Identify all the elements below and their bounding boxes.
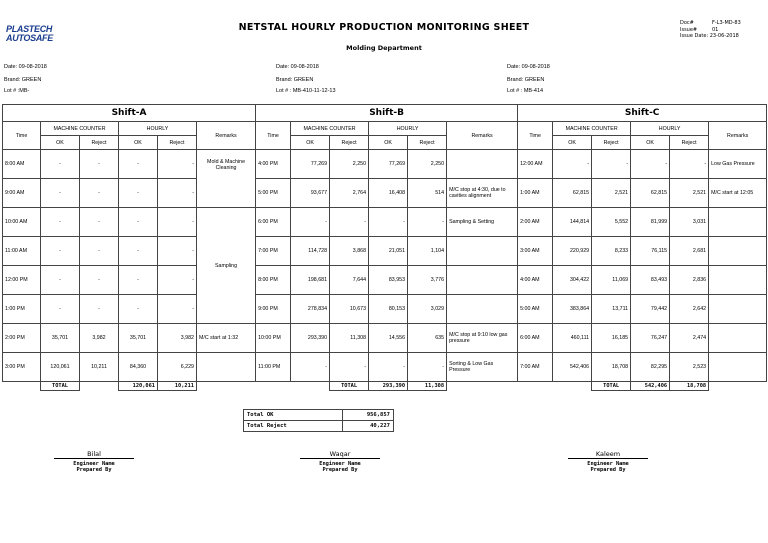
remarks-c bbox=[709, 295, 767, 324]
remarks-b: Sampling & Setting bbox=[447, 208, 518, 237]
time-a: 9:00 AM bbox=[3, 179, 41, 208]
document-info bbox=[680, 20, 741, 40]
engineer-label-a: Engineer Name bbox=[73, 461, 115, 467]
total-label-c: TOTAL bbox=[592, 382, 631, 391]
machine-reject-a: - bbox=[80, 266, 119, 295]
machine-reject-b: 7,644 bbox=[330, 266, 369, 295]
logo-line1: PLASTECH bbox=[6, 24, 53, 34]
machine-ok-a: - bbox=[41, 208, 80, 237]
col-remarks-c: Remarks bbox=[709, 122, 767, 150]
hourly-reject-c: 2,521 bbox=[670, 179, 709, 208]
remarks-a: Sampling bbox=[197, 208, 256, 324]
col-ok: OK bbox=[41, 136, 80, 150]
hourly-ok-a: - bbox=[119, 179, 158, 208]
remarks-b: Sorting & Low Gas Pressure bbox=[447, 353, 518, 382]
machine-ok-c: - bbox=[553, 150, 592, 179]
hourly-ok-b: 80,153 bbox=[369, 295, 408, 324]
machine-reject-c: 5,552 bbox=[592, 208, 631, 237]
total-b-ok: 293,390 bbox=[369, 382, 408, 391]
hourly-reject-b: 3,029 bbox=[408, 295, 447, 324]
machine-ok-c: 542,406 bbox=[553, 353, 592, 382]
meta-c-lot: Lot # : MB-414 bbox=[507, 88, 544, 94]
prepared-by-c: Prepared By bbox=[590, 467, 626, 473]
time-a: 12:00 PM bbox=[3, 266, 41, 295]
total-label-a: TOTAL bbox=[41, 382, 80, 391]
machine-reject-c: 16,185 bbox=[592, 324, 631, 353]
time-a: 11:00 AM bbox=[3, 237, 41, 266]
time-c: 6:00 AM bbox=[518, 324, 553, 353]
machine-ok-b: 278,834 bbox=[291, 295, 330, 324]
remarks-b bbox=[447, 150, 518, 179]
table-row bbox=[3, 353, 767, 382]
issue-date-value: 23-06-2018 bbox=[709, 33, 739, 39]
machine-reject-c: - bbox=[592, 150, 631, 179]
table-row bbox=[3, 295, 767, 324]
remarks-c bbox=[709, 208, 767, 237]
table-row bbox=[3, 150, 767, 179]
time-c: 12:00 AM bbox=[518, 150, 553, 179]
meta-a-date: Date: 09-08-2018 bbox=[4, 64, 47, 70]
meta-b-brand: Brand: GREEN bbox=[276, 77, 314, 83]
remarks-c: M/C start at 12:05 bbox=[709, 179, 767, 208]
col-ok: OK bbox=[291, 136, 330, 150]
col-ok: OK bbox=[631, 136, 670, 150]
hourly-ok-b: 14,556 bbox=[369, 324, 408, 353]
remarks-b bbox=[447, 295, 518, 324]
hourly-reject-c: 2,836 bbox=[670, 266, 709, 295]
machine-ok-b: 77,269 bbox=[291, 150, 330, 179]
machine-ok-a: - bbox=[41, 179, 80, 208]
hourly-reject-b: 3,776 bbox=[408, 266, 447, 295]
remarks-b: M/C stop at 4:30, due to cavities alignment bbox=[447, 179, 518, 208]
hourly-ok-a: - bbox=[119, 266, 158, 295]
hourly-reject-a: - bbox=[158, 266, 197, 295]
time-b: 5:00 PM bbox=[256, 179, 291, 208]
machine-ok-c: 304,422 bbox=[553, 266, 592, 295]
total-reject-label: Total Reject bbox=[244, 421, 343, 432]
engineer-label-b: Engineer Name bbox=[319, 461, 361, 467]
hourly-ok-c: - bbox=[631, 150, 670, 179]
hourly-ok-c: 81,999 bbox=[631, 208, 670, 237]
time-b: 6:00 PM bbox=[256, 208, 291, 237]
machine-reject-a: - bbox=[80, 208, 119, 237]
total-reject-value: 40,227 bbox=[343, 421, 394, 432]
hourly-ok-c: 79,442 bbox=[631, 295, 670, 324]
hourly-ok-a: - bbox=[119, 150, 158, 179]
time-c: 1:00 AM bbox=[518, 179, 553, 208]
hourly-reject-b: 514 bbox=[408, 179, 447, 208]
shift-a-title: Shift-A bbox=[3, 105, 256, 122]
total-ok-value: 956,857 bbox=[343, 410, 394, 421]
meta-c-date: Date: 09-08-2018 bbox=[507, 64, 550, 70]
remarks-a: Mold & Machine Cleaning bbox=[197, 150, 256, 208]
time-c: 4:00 AM bbox=[518, 266, 553, 295]
machine-ok-c: 460,111 bbox=[553, 324, 592, 353]
machine-reject-b: 2,764 bbox=[330, 179, 369, 208]
machine-ok-a: 120,061 bbox=[41, 353, 80, 382]
remarks-a bbox=[197, 353, 256, 382]
machine-reject-b: 3,868 bbox=[330, 237, 369, 266]
time-b: 8:00 PM bbox=[256, 266, 291, 295]
col-machine-c: MACHINE COUNTER bbox=[553, 122, 631, 136]
hourly-reject-b: - bbox=[408, 353, 447, 382]
time-c: 5:00 AM bbox=[518, 295, 553, 324]
hourly-ok-a: 84,360 bbox=[119, 353, 158, 382]
issue-value: 01 bbox=[712, 26, 719, 33]
meta-c-brand: Brand: GREEN bbox=[507, 77, 545, 83]
col-machine-b: MACHINE COUNTER bbox=[291, 122, 369, 136]
time-a: 3:00 PM bbox=[3, 353, 41, 382]
table-body bbox=[3, 150, 767, 382]
prepared-by-b: Prepared By bbox=[322, 467, 358, 473]
machine-reject-a: 3,982 bbox=[80, 324, 119, 353]
remarks-a: M/C start at 1:32 bbox=[197, 324, 256, 353]
machine-ok-c: 144,814 bbox=[553, 208, 592, 237]
machine-reject-c: 18,708 bbox=[592, 353, 631, 382]
hourly-ok-b: 21,051 bbox=[369, 237, 408, 266]
machine-reject-a: 10,211 bbox=[80, 353, 119, 382]
shift-c-title: Shift-C bbox=[518, 105, 767, 122]
hourly-reject-a: 3,982 bbox=[158, 324, 197, 353]
issue-date-label: Issue Date: bbox=[680, 33, 709, 39]
machine-reject-a: - bbox=[80, 295, 119, 324]
col-remarks-b: Remarks bbox=[447, 122, 518, 150]
doc-value: F-L3-MD-83 bbox=[712, 20, 741, 26]
time-b: 4:00 PM bbox=[256, 150, 291, 179]
hourly-ok-a: - bbox=[119, 295, 158, 324]
department: Molding Department bbox=[346, 44, 422, 52]
col-time-a: Time bbox=[3, 122, 41, 150]
signature-b bbox=[280, 450, 400, 473]
col-time-b: Time bbox=[256, 122, 291, 150]
col-reject: Reject bbox=[408, 136, 447, 150]
hourly-reject-c: 2,642 bbox=[670, 295, 709, 324]
time-a: 8:00 AM bbox=[3, 150, 41, 179]
machine-reject-b: 2,250 bbox=[330, 150, 369, 179]
hourly-reject-c: 2,681 bbox=[670, 237, 709, 266]
time-b: 9:00 PM bbox=[256, 295, 291, 324]
hourly-ok-b: 16,408 bbox=[369, 179, 408, 208]
hourly-reject-a: - bbox=[158, 208, 197, 237]
machine-reject-c: 13,711 bbox=[592, 295, 631, 324]
hourly-ok-c: 76,247 bbox=[631, 324, 670, 353]
machine-ok-b: - bbox=[291, 208, 330, 237]
machine-ok-c: 62,815 bbox=[553, 179, 592, 208]
total-a-reject: 10,211 bbox=[158, 382, 197, 391]
machine-reject-a: - bbox=[80, 150, 119, 179]
signature-a bbox=[34, 450, 154, 473]
total-ok-label: Total OK bbox=[244, 410, 343, 421]
remarks-c bbox=[709, 353, 767, 382]
machine-ok-c: 220,929 bbox=[553, 237, 592, 266]
hourly-reject-c: 2,523 bbox=[670, 353, 709, 382]
sheet-title: NETSTAL HOURLY PRODUCTION MONITORING SHEET bbox=[238, 22, 530, 33]
machine-reject-a: - bbox=[80, 179, 119, 208]
col-ok: OK bbox=[553, 136, 592, 150]
hourly-reject-b: 635 bbox=[408, 324, 447, 353]
col-time-c: Time bbox=[518, 122, 553, 150]
hourly-reject-c: - bbox=[670, 150, 709, 179]
total-row bbox=[3, 382, 767, 391]
machine-reject-c: 11,069 bbox=[592, 266, 631, 295]
machine-ok-a: - bbox=[41, 295, 80, 324]
hourly-reject-a: - bbox=[158, 295, 197, 324]
col-reject: Reject bbox=[670, 136, 709, 150]
table-row bbox=[3, 324, 767, 353]
col-machine-a: MACHINE COUNTER bbox=[41, 122, 119, 136]
hourly-reject-a: - bbox=[158, 179, 197, 208]
machine-ok-b: 93,677 bbox=[291, 179, 330, 208]
machine-ok-c: 383,864 bbox=[553, 295, 592, 324]
total-c-reject: 18,708 bbox=[670, 382, 709, 391]
time-c: 3:00 AM bbox=[518, 237, 553, 266]
hourly-reject-b: 2,250 bbox=[408, 150, 447, 179]
hourly-ok-c: 76,115 bbox=[631, 237, 670, 266]
shift-header-row bbox=[3, 105, 767, 122]
remarks-c: Low Gas Pressure bbox=[709, 150, 767, 179]
time-b: 10:00 PM bbox=[256, 324, 291, 353]
remarks-b bbox=[447, 237, 518, 266]
meta-a-lot: Lot # :MB- bbox=[4, 88, 30, 94]
prepared-by-a: Prepared By bbox=[76, 467, 112, 473]
hourly-reject-a: - bbox=[158, 237, 197, 266]
time-b: 7:00 PM bbox=[256, 237, 291, 266]
issue-label: Issue# bbox=[680, 26, 698, 33]
table-row bbox=[3, 237, 767, 266]
col-hourly-a: HOURLY bbox=[119, 122, 197, 136]
remarks-b bbox=[447, 266, 518, 295]
hourly-ok-c: 82,295 bbox=[631, 353, 670, 382]
summary-table bbox=[243, 409, 394, 432]
col-reject: Reject bbox=[80, 136, 119, 150]
machine-reject-b: - bbox=[330, 353, 369, 382]
remarks-b: M/C stop at 9:10 low gas pressure bbox=[447, 324, 518, 353]
col-hourly-b: HOURLY bbox=[369, 122, 447, 136]
col-ok: OK bbox=[119, 136, 158, 150]
machine-ok-a: - bbox=[41, 150, 80, 179]
machine-reject-b: 11,308 bbox=[330, 324, 369, 353]
engineer-label-c: Engineer Name bbox=[587, 461, 629, 467]
machine-ok-b: 293,390 bbox=[291, 324, 330, 353]
meta-b-lot: Lot # : MB-410-11-12-13 bbox=[276, 88, 336, 94]
machine-reject-c: 2,521 bbox=[592, 179, 631, 208]
table-row bbox=[3, 179, 767, 208]
machine-reject-b: 10,673 bbox=[330, 295, 369, 324]
column-group-row bbox=[3, 122, 767, 136]
total-c-ok: 542,406 bbox=[631, 382, 670, 391]
hourly-reject-c: 3,031 bbox=[670, 208, 709, 237]
hourly-ok-a: - bbox=[119, 237, 158, 266]
hourly-ok-a: 35,701 bbox=[119, 324, 158, 353]
hourly-reject-c: 2,474 bbox=[670, 324, 709, 353]
production-table bbox=[2, 104, 767, 391]
hourly-reject-a: 6,229 bbox=[158, 353, 197, 382]
engineer-name-b: Waqar bbox=[300, 450, 380, 459]
machine-ok-a: - bbox=[41, 237, 80, 266]
col-remarks-a: Remarks bbox=[197, 122, 256, 150]
remarks-c bbox=[709, 237, 767, 266]
hourly-reject-b: - bbox=[408, 208, 447, 237]
machine-ok-a: 35,701 bbox=[41, 324, 80, 353]
engineer-name-c: Kaleem bbox=[568, 450, 648, 459]
col-reject: Reject bbox=[158, 136, 197, 150]
time-b: 11:00 PM bbox=[256, 353, 291, 382]
time-a: 1:00 PM bbox=[3, 295, 41, 324]
engineer-name-a: Bilal bbox=[54, 450, 134, 459]
col-hourly-c: HOURLY bbox=[631, 122, 709, 136]
shift-b-title: Shift-B bbox=[256, 105, 518, 122]
machine-ok-b: 198,681 bbox=[291, 266, 330, 295]
machine-ok-b: - bbox=[291, 353, 330, 382]
doc-label: Doc# bbox=[680, 20, 694, 26]
machine-ok-a: - bbox=[41, 266, 80, 295]
machine-reject-a: - bbox=[80, 237, 119, 266]
machine-reject-c: 8,233 bbox=[592, 237, 631, 266]
hourly-ok-a: - bbox=[119, 208, 158, 237]
meta-b-date: Date: 09-08-2018 bbox=[276, 64, 319, 70]
machine-ok-b: 114,728 bbox=[291, 237, 330, 266]
col-ok: OK bbox=[369, 136, 408, 150]
logo-line2: AUTOSAFE bbox=[6, 33, 53, 43]
table-row bbox=[3, 208, 767, 237]
hourly-reject-a: - bbox=[158, 150, 197, 179]
hourly-reject-b: 1,104 bbox=[408, 237, 447, 266]
total-a-ok: 120,061 bbox=[119, 382, 158, 391]
col-reject: Reject bbox=[592, 136, 631, 150]
hourly-ok-c: 83,493 bbox=[631, 266, 670, 295]
hourly-ok-b: 77,269 bbox=[369, 150, 408, 179]
column-sub-row bbox=[3, 136, 767, 150]
hourly-ok-b: 83,953 bbox=[369, 266, 408, 295]
total-label-b: TOTAL bbox=[330, 382, 369, 391]
remarks-c bbox=[709, 324, 767, 353]
time-a: 10:00 AM bbox=[3, 208, 41, 237]
time-c: 7:00 AM bbox=[518, 353, 553, 382]
time-c: 2:00 AM bbox=[518, 208, 553, 237]
remarks-c bbox=[709, 266, 767, 295]
hourly-ok-b: - bbox=[369, 353, 408, 382]
signature-c bbox=[548, 450, 668, 473]
hourly-ok-b: - bbox=[369, 208, 408, 237]
time-a: 2:00 PM bbox=[3, 324, 41, 353]
table-row bbox=[3, 266, 767, 295]
col-reject: Reject bbox=[330, 136, 369, 150]
meta-a-brand: Brand: GREEN bbox=[4, 77, 42, 83]
machine-reject-b: - bbox=[330, 208, 369, 237]
hourly-ok-c: 62,815 bbox=[631, 179, 670, 208]
total-b-reject: 11,308 bbox=[408, 382, 447, 391]
